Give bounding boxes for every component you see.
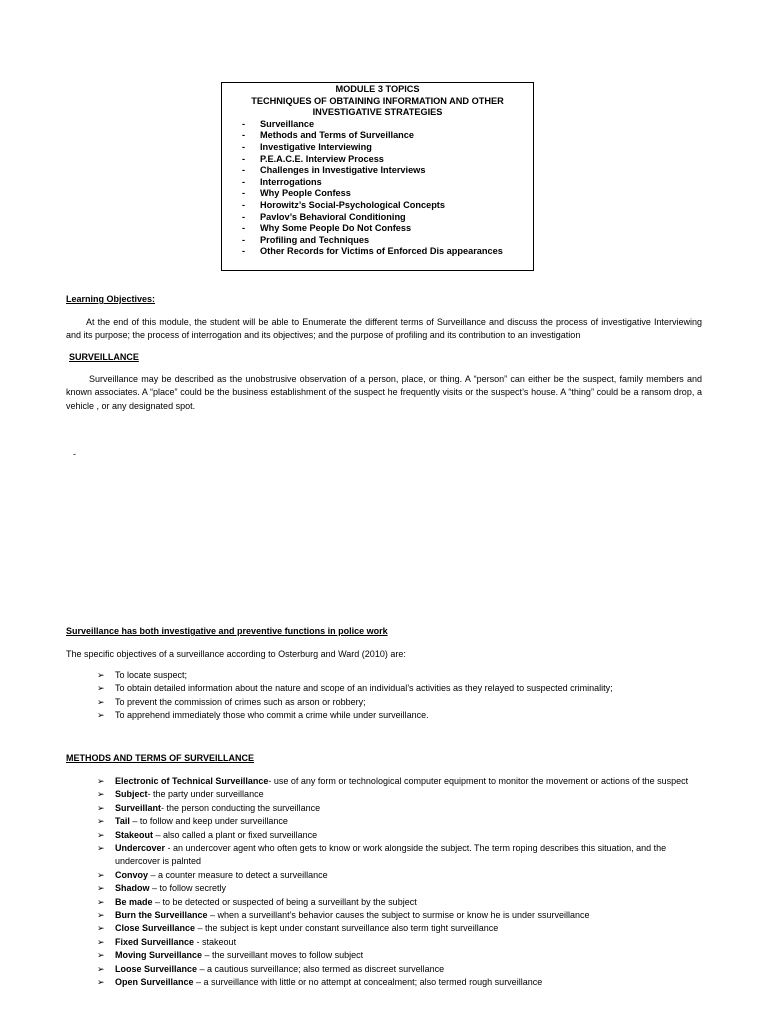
method-term: Electronic of Technical Surveillance xyxy=(115,776,269,786)
topic-item xyxy=(242,130,533,142)
dash-bullet: - xyxy=(242,211,246,222)
objective-text: To obtain detailed information about the nature and scope of an individual’s activities as they relayed to suspected criminality; xyxy=(115,683,613,694)
method-term: Fixed Surveillance xyxy=(115,936,195,947)
topics-list xyxy=(222,119,533,258)
arrowhead-bullet-icon: ➢ xyxy=(97,883,105,894)
dash-bullet: - xyxy=(242,246,246,257)
arrowhead-bullet-icon: ➢ xyxy=(97,789,105,800)
dash-bullet: - xyxy=(242,176,246,187)
methods-title: METHODS AND TERMS OF SURVEILLANCE xyxy=(66,753,255,763)
arrowhead-bullet-icon: ➢ xyxy=(97,816,105,827)
topic-item xyxy=(242,165,533,177)
arrowhead-bullet-icon: ➢ xyxy=(97,710,105,721)
method-definition: – a counter measure to detect a surveillance xyxy=(148,869,328,880)
method-item xyxy=(97,922,707,935)
method-definition: – a cautious surveillance; also termed as discreet survellance xyxy=(197,963,445,974)
stray-dash-mark: - xyxy=(73,449,76,459)
method-definition: – to follow secretly xyxy=(149,883,227,894)
objective-item xyxy=(97,709,707,722)
topic-label: Interrogations xyxy=(260,176,322,187)
objective-text: To prevent the commission of crimes such as arson or robbery; xyxy=(115,696,366,707)
method-term: Loose Surveillance xyxy=(115,963,198,974)
dash-bullet: - xyxy=(242,130,246,141)
objective-item xyxy=(97,682,707,695)
objective-item xyxy=(97,696,707,709)
module-heading xyxy=(222,84,533,119)
dash-bullet: - xyxy=(242,141,246,152)
topic-item xyxy=(242,200,533,212)
functions-title: Surveillance has both investigative and preventive functions in police work xyxy=(66,626,388,636)
topic-label: Pavlov’s Behavioral Conditioning xyxy=(260,211,406,222)
arrowhead-bullet-icon: ➢ xyxy=(97,843,105,854)
method-definition: – when a surveillant’s behavior causes the subject to surmise or know he is under ssurveillance xyxy=(207,910,590,921)
dash-bullet: - xyxy=(242,188,246,199)
method-item xyxy=(97,815,707,828)
method-item xyxy=(97,963,707,976)
method-item xyxy=(97,802,707,815)
topic-item xyxy=(242,177,533,189)
topic-item xyxy=(242,212,533,224)
topic-label: Surveillance xyxy=(260,118,315,129)
method-definition: – the surveillant moves to follow subject xyxy=(202,950,364,961)
method-term: Convoy xyxy=(115,869,149,880)
topic-item xyxy=(242,235,533,247)
arrowhead-bullet-icon: ➢ xyxy=(97,829,105,840)
dash-bullet: - xyxy=(242,118,246,129)
method-term: Undercover xyxy=(115,843,166,854)
arrowhead-bullet-icon: ➢ xyxy=(97,670,105,680)
method-term: Close Surveillance xyxy=(115,923,196,934)
arrowhead-bullet-icon: ➢ xyxy=(97,776,105,786)
method-definition: – to follow and keep under surveillance xyxy=(129,816,288,827)
method-definition: – the subject is kept under constant surveillance also term tight surveillance xyxy=(195,923,499,934)
method-item xyxy=(97,829,707,842)
dash-bullet: - xyxy=(242,153,246,164)
method-item xyxy=(97,949,707,962)
arrowhead-bullet-icon: ➢ xyxy=(97,977,105,988)
method-term: Be made xyxy=(115,896,153,907)
arrowhead-bullet-icon: ➢ xyxy=(97,910,105,921)
objective-text: To apprehend immediately those who commit a crime while under surveillance. xyxy=(115,710,429,721)
module-heading-line: TECHNIQUES OF OBTAINING INFORMATION AND OTHER xyxy=(251,95,504,106)
method-term: Shadow xyxy=(115,883,150,894)
module-heading-line: INVESTIGATIVE STRATEGIES xyxy=(312,107,443,118)
surveillance-title: SURVEILLANCE xyxy=(69,352,139,362)
topic-label: Profiling and Techniques xyxy=(260,234,370,245)
method-item xyxy=(97,788,707,801)
method-item xyxy=(97,882,707,895)
topic-item xyxy=(242,119,533,131)
method-definition: - use of any form or technological computer equipment to monitor the movement or actions of the suspect xyxy=(268,776,689,786)
topic-label: Other Records for Victims of Enforced Dis appearances xyxy=(260,246,503,257)
method-item xyxy=(97,896,707,909)
topic-label: Methods and Terms of Surveillance xyxy=(260,130,415,141)
arrowhead-bullet-icon: ➢ xyxy=(97,963,105,974)
method-definition: - stakeout xyxy=(194,936,237,947)
objectives-intro: The specific objectives of a surveillance according to Osterburg and Ward (2010) are: xyxy=(66,649,406,659)
topic-label: Why People Confess xyxy=(260,188,351,199)
topic-item xyxy=(242,223,533,235)
method-term: Burn the Surveillance xyxy=(115,910,208,921)
method-term: Surveillant xyxy=(115,802,162,813)
method-term: Open Surveillance xyxy=(115,977,194,988)
method-item xyxy=(97,869,707,882)
objectives-list xyxy=(97,669,707,723)
method-definition: – a surveillance with little or no attempt at concealment; also termed rough surveillance xyxy=(193,977,543,988)
dash-bullet: - xyxy=(242,223,246,234)
topic-item xyxy=(242,142,533,154)
method-item xyxy=(97,909,707,922)
topic-item xyxy=(242,154,533,166)
topic-label: Investigative Interviewing xyxy=(260,141,372,152)
arrowhead-bullet-icon: ➢ xyxy=(97,696,105,707)
arrowhead-bullet-icon: ➢ xyxy=(97,802,105,813)
objective-text: To locate suspect; xyxy=(115,670,188,680)
method-term: Stakeout xyxy=(115,829,154,840)
dash-bullet: - xyxy=(242,199,246,210)
learning-objectives-text: At the end of this module, the student will be able to Enumerate the different terms of Surveillance and discuss the process of investigative Interviewing and its purpose; the process of interrogation and its objectives; and the purpose of profiling and its contribution to an investigation xyxy=(66,317,702,341)
method-item xyxy=(97,976,707,989)
surveillance-definition: Surveillance may be described as the unobstrusive observation of a person, place, or thing. A “person” can either be the suspect, family members and known associates. A “place” could be the business establishment of the suspect he frequently visits or the suspect’s house. A “thing” could be a ransom drop, a vehicle , or any designated spot. xyxy=(66,374,702,411)
method-definition: - an undercover agent who often gets to know or work alongside the subject. The term roping describes this situation, and the undercover is palnted xyxy=(115,843,667,867)
arrowhead-bullet-icon: ➢ xyxy=(97,869,105,880)
topic-label: Horowitz’s Social-Psychological Concepts xyxy=(260,199,445,210)
method-term: Tail xyxy=(115,816,130,827)
method-definition: - the person conducting the surveillance xyxy=(161,802,321,813)
method-item xyxy=(97,842,707,869)
topic-item xyxy=(242,246,533,258)
module-heading-line: MODULE 3 TOPICS xyxy=(335,84,420,94)
topic-label: Why Some People Do Not Confess xyxy=(260,223,412,234)
module-topics-box xyxy=(221,82,534,271)
topic-label: Challenges in Investigative Interviews xyxy=(260,165,426,176)
arrowhead-bullet-icon: ➢ xyxy=(97,683,105,694)
method-item xyxy=(97,936,707,949)
topic-label: P.E.A.C.E. Interview Process xyxy=(260,153,384,164)
arrowhead-bullet-icon: ➢ xyxy=(97,936,105,947)
method-definition: - the party under surveillance xyxy=(147,789,264,800)
topic-item xyxy=(242,188,533,200)
method-term: Subject xyxy=(115,789,148,800)
arrowhead-bullet-icon: ➢ xyxy=(97,923,105,934)
method-term: Moving Surveillance xyxy=(115,950,203,961)
dash-bullet: - xyxy=(242,234,246,245)
method-definition: – to be detected or suspected of being a surveillant by the subject xyxy=(152,896,417,907)
objective-item xyxy=(97,669,707,682)
methods-list xyxy=(97,775,707,990)
arrowhead-bullet-icon: ➢ xyxy=(97,950,105,961)
dash-bullet: - xyxy=(242,165,246,176)
learning-objectives-title: Learning Objectives: xyxy=(66,294,156,304)
arrowhead-bullet-icon: ➢ xyxy=(97,896,105,907)
method-definition: – also called a plant or fixed surveillance xyxy=(153,829,318,840)
method-item xyxy=(97,775,707,788)
